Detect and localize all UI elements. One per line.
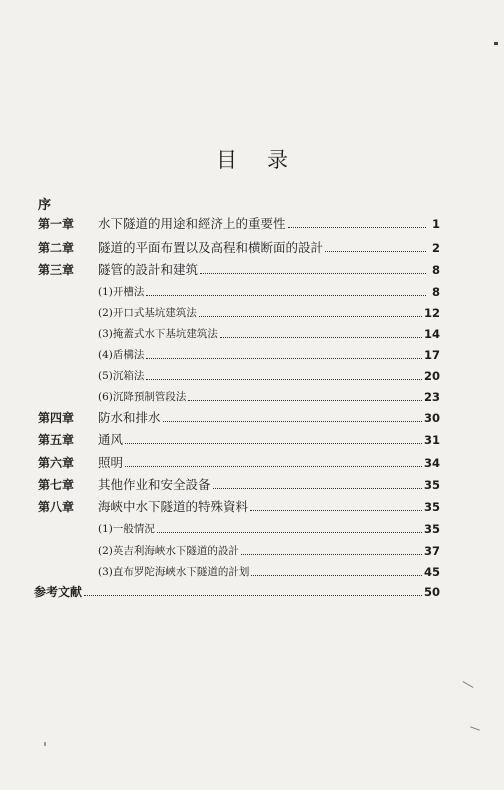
page-number: 45: [423, 565, 440, 579]
leader-dots: [288, 227, 426, 228]
page-number: 35: [423, 522, 440, 536]
page-number: 35: [423, 500, 440, 514]
page-number: 12: [423, 306, 440, 320]
toc-entry[interactable]: [38, 477, 440, 493]
leader-dots: [220, 337, 422, 338]
page-number: 31: [423, 433, 440, 447]
toc-entry[interactable]: [38, 262, 440, 278]
chapter-label: 第五章: [38, 433, 75, 447]
page-number: 35: [423, 478, 440, 492]
toc-subentry[interactable]: [38, 543, 440, 559]
leader-dots: [146, 295, 426, 296]
leader-dots: [188, 400, 422, 401]
toc-entry[interactable]: [38, 432, 440, 448]
leader-dots: [146, 379, 422, 380]
entry-title: (3)掩蓋式水下基坑建筑法: [98, 328, 218, 340]
entry-title: 照明: [98, 455, 124, 470]
page-number: 37: [423, 544, 440, 558]
leader-dots: [125, 443, 422, 444]
page-number: 14: [423, 327, 440, 341]
page-number: 34: [423, 456, 440, 470]
toc-references[interactable]: [34, 584, 440, 600]
leader-dots: [213, 488, 422, 489]
leader-dots: [325, 251, 426, 252]
toc-subentry[interactable]: [38, 368, 440, 384]
leader-dots: [84, 595, 422, 596]
chapter-label: 第八章: [38, 500, 75, 514]
chapter-label: 第三章: [38, 263, 75, 277]
toc-subentry[interactable]: [38, 521, 440, 537]
toc-subentry[interactable]: [38, 326, 440, 342]
page-number: 30: [423, 411, 440, 425]
page-number: 8: [431, 263, 440, 277]
entry-title: (2)英吉利海峽水下隧道的設計: [98, 545, 239, 557]
entry-title: (1)开槽法: [98, 286, 145, 298]
chapter-label: 第一章: [38, 217, 75, 231]
title-char-2: 录: [267, 148, 288, 172]
page-number: 2: [431, 241, 440, 255]
scan-speck: [470, 726, 480, 730]
toc-subentry[interactable]: [38, 347, 440, 363]
entry-title: (1)一般情況: [98, 523, 155, 535]
leader-dots: [199, 316, 422, 317]
scan-speck: [44, 742, 46, 746]
entry-title: 隧管的設計和建筑: [98, 262, 199, 277]
scan-speck: [494, 42, 498, 45]
entry-title: (4)盾構法: [98, 349, 145, 361]
leader-dots: [251, 575, 422, 576]
page-number: 1: [431, 217, 440, 231]
toc-entry[interactable]: [38, 240, 440, 256]
entry-title: 其他作业和安全設备: [98, 477, 211, 492]
entry-title: 通风: [98, 432, 124, 447]
chapter-label: 第二章: [38, 241, 75, 255]
chapter-label: 第六章: [38, 456, 75, 470]
leader-dots: [163, 421, 422, 422]
leader-dots: [250, 510, 422, 511]
entry-title: (5)沉箱法: [98, 370, 145, 382]
toc-subentry[interactable]: [38, 305, 440, 321]
page-title: [0, 144, 504, 174]
entry-title: 防水和排水: [98, 410, 161, 425]
page-number: 23: [423, 390, 440, 404]
entry-title: (3)直布罗陀海峽水下隧道的計划: [98, 566, 250, 578]
entry-title: 海峽中水下隧道的特殊資料: [98, 499, 249, 514]
toc-entry[interactable]: [38, 216, 440, 232]
entry-title: 隧道的平面布置以及高程和横断面的設計: [98, 240, 324, 255]
toc-entry[interactable]: [38, 410, 440, 426]
entry-title: (6)沉降預制管段法: [98, 391, 187, 403]
leader-dots: [146, 358, 422, 359]
scan-speck: [463, 681, 474, 688]
toc-subentry[interactable]: [38, 389, 440, 405]
leader-dots: [200, 273, 426, 274]
chapter-label: 第四章: [38, 411, 75, 425]
leader-dots: [157, 532, 422, 533]
toc-subentry[interactable]: [38, 284, 440, 300]
page-number: 20: [423, 369, 440, 383]
entry-title: (2)开口式基坑建筑法: [98, 307, 197, 319]
page-number: 17: [423, 348, 440, 362]
toc-entry[interactable]: [38, 455, 440, 471]
leader-dots: [241, 554, 422, 555]
toc-subentry[interactable]: [38, 564, 440, 580]
chapter-label: 第七章: [38, 478, 75, 492]
leader-dots: [125, 466, 422, 467]
toc-entry[interactable]: [38, 499, 440, 515]
title-char-1: 目: [216, 148, 237, 172]
preface-label: 序: [38, 198, 52, 213]
page-number: 8: [431, 285, 440, 299]
page-number: 50: [423, 585, 440, 599]
references-title: 参考文献: [34, 585, 83, 599]
entry-title: 水下隧道的用途和經济上的重要性: [98, 216, 286, 231]
